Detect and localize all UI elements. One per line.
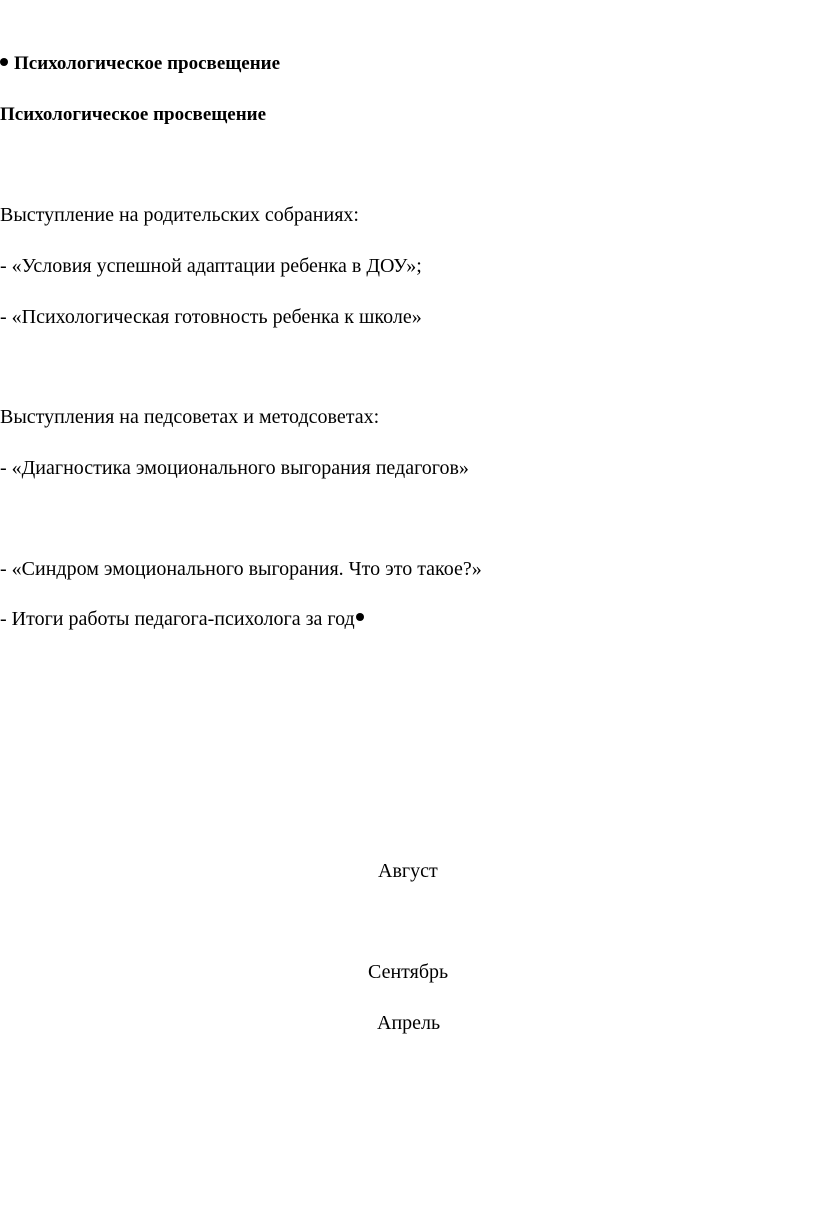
parents-item-school-readiness: - «Психологическая готовность ребенка к школе» [0, 306, 422, 328]
parents-meetings-intro: Выступление на родительских собраниях: [0, 204, 359, 226]
trailing-bullet-icon [356, 613, 364, 621]
month-september: Сентябрь [368, 961, 449, 983]
month-august: Август [378, 860, 438, 882]
teachers-item-year-results [0, 607, 364, 631]
teachers-item-burnout-diagnostics: - «Диагностика эмоционального выгорания педагогов» [0, 457, 469, 479]
section-heading: Психологическое просвещение [0, 104, 267, 125]
bullet-icon [0, 58, 8, 66]
bullet-heading-text: Психологическое просвещение [14, 53, 281, 74]
month-april: Апрель [377, 1012, 441, 1034]
teachers-councils-intro: Выступления на педсоветах и методсоветах: [0, 406, 380, 428]
bullet-heading [0, 52, 280, 76]
parents-item-adaptation: - «Условия успешной адаптации ребенка в ДОУ»; [0, 255, 422, 277]
year-results-text: - Итоги работы педагога-психолога за год [0, 608, 355, 630]
teachers-item-burnout-syndrome: - «Синдром эмоционального выгорания. Что это такое?» [0, 558, 482, 580]
